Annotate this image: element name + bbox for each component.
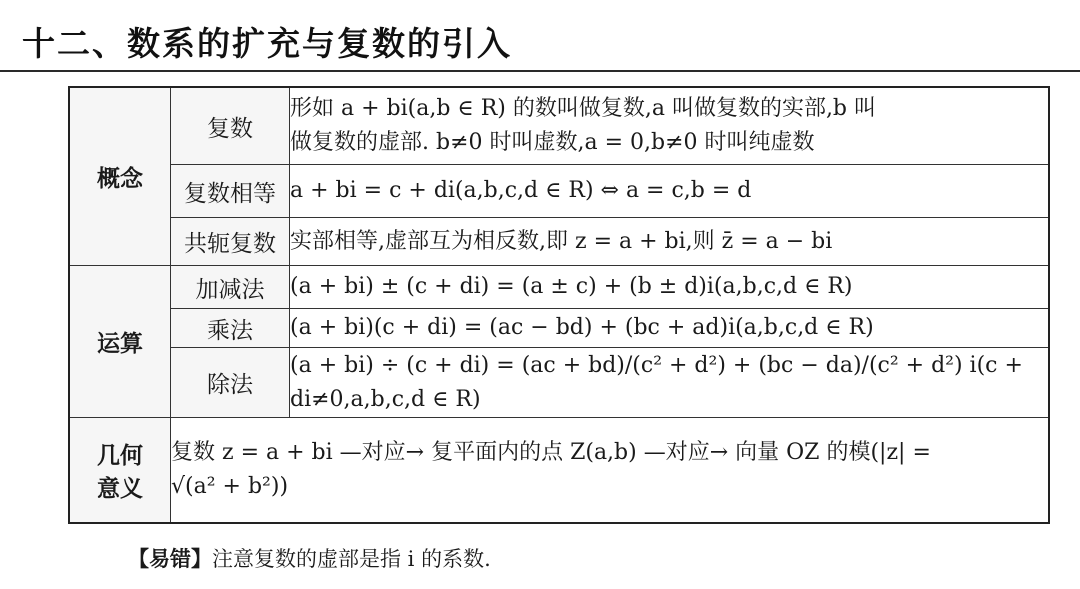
row-label-complex: 复数 — [171, 87, 290, 165]
text-line: 形如 a + bi(a,b ∈ R) 的数叫做复数,a 叫做复数的实部,b 叫 — [290, 96, 877, 121]
table-row — [69, 218, 1049, 266]
row-text-complex — [290, 87, 1050, 165]
text-line: 做复数的虚部. b≠0 时叫虚数,a = 0,b≠0 时叫纯虚数 — [290, 130, 815, 155]
category-line: 几何 — [97, 443, 143, 469]
table-row — [69, 348, 1049, 418]
text-line: √(a² + b²)) — [171, 474, 289, 499]
category-line: 意义 — [97, 476, 143, 502]
row-text-geometry — [171, 418, 1050, 524]
table-row — [69, 418, 1049, 524]
note-text: 注意复数的虚部是指 i 的系数. — [212, 547, 491, 571]
table-row — [69, 87, 1049, 165]
complex-number-table — [68, 86, 1050, 524]
row-label-addsub: 加减法 — [171, 266, 290, 309]
title-underline — [0, 70, 1080, 72]
table-row — [69, 266, 1049, 309]
text-line: 复数 z = a + bi —对应→ 复平面内的点 Z(a,b) —对应→ 向量 OZ 的模(|z| = — [171, 440, 931, 465]
table-row — [69, 165, 1049, 218]
category-geometry — [69, 418, 171, 524]
row-label-conjugate: 共轭复数 — [171, 218, 290, 266]
table-row — [69, 309, 1049, 348]
row-label-equality: 复数相等 — [171, 165, 290, 218]
page-title: 十二、数系的扩充与复数的引入 — [22, 24, 512, 63]
row-text-equality: a + bi = c + di(a,b,c,d ∈ R) ⇔ a = c,b = d — [290, 165, 1050, 218]
category-concept: 概念 — [69, 87, 171, 266]
row-text-addsub: (a + bi) ± (c + di) = (a ± c) + (b ± d)i(a,b,c,d ∈ R) — [290, 266, 1050, 309]
row-text-divide: (a + bi) ÷ (c + di) = (ac + bd)/(c² + d²) + (bc − da)/(c² + d²) i(c + di≠0,a,b,c,d ∈ R) — [290, 348, 1050, 418]
row-text-conjugate: 实部相等,虚部互为相反数,即 z = a + bi,则 z̄ = a − bi — [290, 218, 1050, 266]
error-note — [128, 543, 491, 573]
note-tag: 【易错】 — [128, 547, 212, 571]
row-label-multiply: 乘法 — [171, 309, 290, 348]
row-text-multiply: (a + bi)(c + di) = (ac − bd) + (bc + ad)i(a,b,c,d ∈ R) — [290, 309, 1050, 348]
row-label-divide: 除法 — [171, 348, 290, 418]
category-operations: 运算 — [69, 266, 171, 418]
